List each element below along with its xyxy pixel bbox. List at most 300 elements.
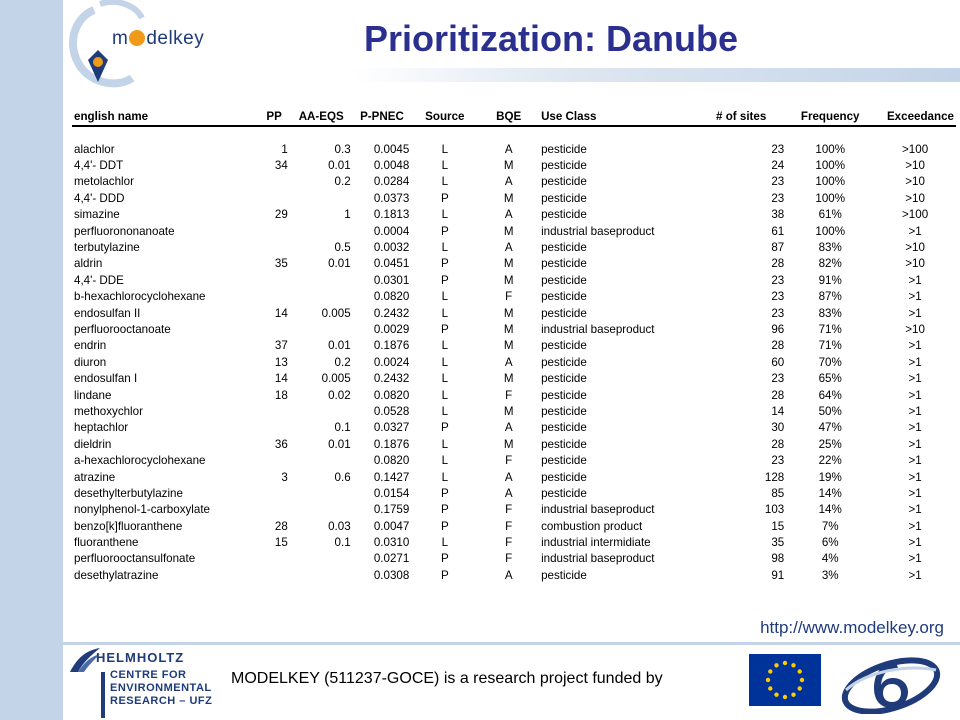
eu-flag-icon <box>749 654 821 706</box>
table-cell: P <box>440 552 449 566</box>
table-cell: 0.6 <box>334 470 351 484</box>
table-cell: pesticide <box>541 388 587 402</box>
table-cell: desethylatrazine <box>74 568 159 582</box>
table-row <box>72 305 956 321</box>
table-cell: 60 <box>771 355 785 369</box>
table-cell: M <box>503 306 514 320</box>
table-cell: 0.02 <box>328 388 351 402</box>
table-cell: 23 <box>771 175 785 189</box>
helmholtz-bar <box>101 672 105 718</box>
table-row <box>72 502 956 518</box>
table-cell: 34 <box>274 159 288 173</box>
table-cell: atrazine <box>74 470 116 484</box>
eu-star-icon <box>783 661 787 665</box>
table-cell: 14% <box>818 486 842 500</box>
table-cell: endosulfan II <box>74 306 141 320</box>
table-spacer-row <box>72 126 956 141</box>
table-row <box>72 354 956 370</box>
table-row <box>72 551 956 567</box>
table-cell: P <box>440 486 449 500</box>
table-cell: M <box>503 322 514 336</box>
table-cell: 82% <box>818 257 842 271</box>
table-cell: M <box>503 273 514 287</box>
table-cell: 4% <box>821 552 839 566</box>
table-cell: M <box>503 257 514 271</box>
table-cell: 65% <box>818 372 842 386</box>
table-cell <box>258 420 289 436</box>
table-cell: A <box>504 568 513 582</box>
table-cell: 0.005 <box>321 306 351 320</box>
table-cell: 36 <box>274 437 288 451</box>
table-cell: L <box>441 208 449 222</box>
table-cell: L <box>441 175 449 189</box>
table-cell: L <box>441 339 449 353</box>
table-cell: 0.0029 <box>373 322 410 336</box>
table-row <box>72 420 956 436</box>
table-row <box>72 403 956 419</box>
table-cell <box>290 403 353 419</box>
table-cell: >1 <box>908 437 922 451</box>
table-cell: 0.0820 <box>373 290 410 304</box>
table-cell: 14% <box>818 503 842 517</box>
table-row <box>72 239 956 255</box>
table-cell: 0.03 <box>328 519 351 533</box>
table-cell: 0.1759 <box>373 503 410 517</box>
table-cell: >1 <box>908 503 922 517</box>
table-cell: M <box>503 339 514 353</box>
table-cell: pesticide <box>541 241 587 255</box>
table-cell <box>290 190 353 206</box>
table-cell: L <box>441 404 449 418</box>
table-cell: aldrin <box>74 257 103 271</box>
table-cell: 0.0271 <box>373 552 410 566</box>
table-cell: M <box>503 372 514 386</box>
table-cell: methoxychlor <box>74 404 143 418</box>
table-cell: pesticide <box>541 470 587 484</box>
table-cell: 23 <box>771 372 785 386</box>
table-row <box>72 387 956 403</box>
table-cell: 3% <box>821 568 839 582</box>
table-cell: pesticide <box>541 257 587 271</box>
table-cell: 35 <box>274 257 288 271</box>
table-header-row <box>72 108 956 126</box>
table-cell: M <box>503 404 514 418</box>
table-cell: 71% <box>818 322 842 336</box>
table-cell: 83% <box>818 306 842 320</box>
table-cell: >1 <box>908 568 922 582</box>
table-cell: 14 <box>274 372 288 386</box>
table-row <box>72 338 956 354</box>
table-cell: 23 <box>771 290 785 304</box>
table-cell: 100% <box>815 175 846 189</box>
table-cell: nonylphenol-1-carboxylate <box>74 503 210 517</box>
table-cell: 50% <box>818 404 842 418</box>
table-cell: 128 <box>764 470 785 484</box>
table-cell: 24 <box>771 159 785 173</box>
table-cell: pesticide <box>541 142 587 156</box>
table-cell: 25% <box>818 437 842 451</box>
table-cell: 0.0047 <box>373 519 410 533</box>
table-cell: A <box>504 486 513 500</box>
table-cell: 98 <box>771 552 785 566</box>
table-cell: 13 <box>274 355 288 369</box>
table-cell <box>258 321 289 337</box>
table-cell: 0.1 <box>334 421 351 435</box>
table-cell: 0.0310 <box>373 536 410 550</box>
table-cell: benzo[k]fluoranthene <box>74 519 183 533</box>
table-cell: diuron <box>74 355 107 369</box>
table-cell: 85 <box>771 486 785 500</box>
table-cell: F <box>505 454 513 468</box>
table-cell: 47% <box>818 421 842 435</box>
table-cell: 23 <box>771 454 785 468</box>
table-cell: 28 <box>771 257 785 271</box>
table-row <box>72 469 956 485</box>
column-header: P-PNEC <box>353 108 412 126</box>
table-cell: L <box>441 290 449 304</box>
table-cell: 91% <box>818 273 842 287</box>
table-cell: 61% <box>818 208 842 222</box>
table-cell <box>258 223 289 239</box>
table-cell: 18 <box>274 388 288 402</box>
table-cell: heptachlor <box>74 421 129 435</box>
table-cell: >1 <box>908 355 922 369</box>
table-cell: 1 <box>281 142 288 156</box>
page-title: Prioritization: Danube <box>364 18 739 59</box>
table-cell: 0.5 <box>334 241 351 255</box>
table-cell: industrial baseproduct <box>541 322 655 336</box>
table-cell: P <box>440 503 449 517</box>
table-cell: 0.0820 <box>373 454 410 468</box>
eu-star-icon <box>768 686 772 690</box>
table-cell: 0.0327 <box>373 421 410 435</box>
table-cell: >1 <box>908 273 922 287</box>
table-cell: L <box>441 306 449 320</box>
table-cell: 103 <box>764 503 785 517</box>
table-cell: perfluorononanoate <box>74 224 175 238</box>
table-row <box>72 452 956 468</box>
title-underline-bar <box>352 68 960 82</box>
table-cell <box>258 174 289 190</box>
table-cell: F <box>505 536 513 550</box>
table-cell: pesticide <box>541 159 587 173</box>
table-cell: pesticide <box>541 404 587 418</box>
eu-star-icon <box>774 693 778 697</box>
table-cell: 0.0024 <box>373 355 410 369</box>
helmholtz-subtitle: CENTRE FOR ENVIRONMENTAL RESEARCH – UFZ <box>110 669 213 707</box>
left-accent-stripe <box>0 0 63 720</box>
table-cell: L <box>441 142 449 156</box>
table-cell: 0.0154 <box>373 486 410 500</box>
table-cell: >10 <box>905 322 925 336</box>
table-cell <box>258 485 289 501</box>
table-cell: 4,4'- DDD <box>74 191 125 205</box>
table-cell: 1 <box>344 208 351 222</box>
table-cell: >1 <box>908 306 922 320</box>
table-cell: F <box>505 290 513 304</box>
fp6-logo-icon <box>836 650 946 714</box>
table-cell: 0.0045 <box>373 142 410 156</box>
table-cell: L <box>441 388 449 402</box>
table-cell: 0.0308 <box>373 568 410 582</box>
table-cell: >1 <box>908 519 922 533</box>
table-cell: pesticide <box>541 290 587 304</box>
table-cell: >10 <box>905 257 925 271</box>
modelkey-logo-text: m delkey <box>112 28 205 49</box>
table-cell: L <box>441 372 449 386</box>
table-cell: a-hexachlorocyclohexane <box>74 454 206 468</box>
table-cell: 0.2 <box>334 355 351 369</box>
table-cell: 71% <box>818 339 842 353</box>
table-cell: 96 <box>771 322 785 336</box>
table-cell <box>290 272 353 288</box>
eu-star-icon <box>800 678 804 682</box>
table-row <box>72 370 956 386</box>
table-cell: 0.0301 <box>373 273 410 287</box>
column-header: english name <box>72 108 258 126</box>
table-cell: 0.01 <box>328 257 351 271</box>
table-cell: P <box>440 322 449 336</box>
table-cell: 0.2432 <box>373 372 410 386</box>
table-row <box>72 518 956 534</box>
table-row <box>72 157 956 173</box>
column-header: Source <box>411 108 478 126</box>
table-cell <box>258 272 289 288</box>
table-cell: 0.01 <box>328 437 351 451</box>
table-cell: P <box>440 191 449 205</box>
table-cell: 0.0032 <box>373 241 410 255</box>
table-cell: >100 <box>902 208 929 222</box>
table-cell: pesticide <box>541 191 587 205</box>
table-cell <box>258 403 289 419</box>
table-cell <box>290 502 353 518</box>
table-row <box>72 207 956 223</box>
table-cell: P <box>440 568 449 582</box>
table-cell: pesticide <box>541 306 587 320</box>
table-cell: L <box>441 470 449 484</box>
table-cell: 30 <box>771 421 785 435</box>
table-cell: 35 <box>771 536 785 550</box>
table-cell: P <box>440 257 449 271</box>
table-cell: 0.0284 <box>373 175 410 189</box>
table-cell <box>290 551 353 567</box>
eu-star-icon <box>783 695 787 699</box>
table-cell: A <box>504 355 513 369</box>
table-cell: alachlor <box>74 142 115 156</box>
column-header: Use Class <box>539 108 696 126</box>
table-cell: 70% <box>818 355 842 369</box>
table-row <box>72 223 956 239</box>
table-cell: pesticide <box>541 454 587 468</box>
table-cell: 22% <box>818 454 842 468</box>
eu-star-icon <box>798 686 802 690</box>
table-cell: pesticide <box>541 372 587 386</box>
column-header: PP <box>258 108 289 126</box>
table-cell: 0.3 <box>334 142 351 156</box>
table-cell: L <box>441 454 449 468</box>
website-link[interactable]: http://www.modelkey.org <box>760 618 944 637</box>
table-cell: M <box>503 159 514 173</box>
column-header: AA-EQS <box>290 108 353 126</box>
table-cell: >1 <box>908 224 922 238</box>
table-cell: pesticide <box>541 273 587 287</box>
table-cell: A <box>504 175 513 189</box>
column-header: Frequency <box>786 108 874 126</box>
table-cell: 23 <box>771 273 785 287</box>
table-cell: 91 <box>771 568 785 582</box>
table-cell: 19% <box>818 470 842 484</box>
table-cell: 64% <box>818 388 842 402</box>
table-cell: 15 <box>274 536 288 550</box>
table-cell: endrin <box>74 339 107 353</box>
table-cell: >1 <box>908 552 922 566</box>
table-cell: 0.0528 <box>373 404 410 418</box>
table-cell: >1 <box>908 470 922 484</box>
table-cell: dieldrin <box>74 437 112 451</box>
table-cell <box>258 190 289 206</box>
eu-star-icon <box>774 663 778 667</box>
footer-divider <box>63 642 960 645</box>
prioritization-table <box>72 108 956 584</box>
table-cell: pesticide <box>541 175 587 189</box>
table-cell <box>290 452 353 468</box>
table-row <box>72 174 956 190</box>
table-cell: 0.1876 <box>373 437 410 451</box>
table-cell: 7% <box>821 519 839 533</box>
helmholtz-name: HELMHOLTZ <box>96 650 185 665</box>
table-cell: 14 <box>771 404 785 418</box>
table-cell: 0.0451 <box>373 257 410 271</box>
table-row <box>72 436 956 452</box>
table-cell <box>290 567 353 583</box>
table-cell: 28 <box>771 437 785 451</box>
table-cell: P <box>440 273 449 287</box>
table-cell: 100% <box>815 224 846 238</box>
table-cell: 0.01 <box>328 339 351 353</box>
table-cell: >10 <box>905 191 925 205</box>
table-cell: pesticide <box>541 421 587 435</box>
table-cell: endosulfan I <box>74 372 138 386</box>
table-cell: 4,4'- DDT <box>74 159 124 173</box>
table-cell: 0.0820 <box>373 388 410 402</box>
column-header: # of sites <box>696 108 786 126</box>
table-cell <box>258 567 289 583</box>
table-cell: >10 <box>905 175 925 189</box>
table-cell: 14 <box>274 306 288 320</box>
table-cell: M <box>503 437 514 451</box>
table-cell: desethylterbutylazine <box>74 486 183 500</box>
table-cell: 0.1427 <box>373 470 410 484</box>
table-cell: >1 <box>908 372 922 386</box>
table-cell: 83% <box>818 241 842 255</box>
table-cell: pesticide <box>541 437 587 451</box>
table-cell: industrial baseproduct <box>541 503 655 517</box>
table-cell: lindane <box>74 388 112 402</box>
table-cell: 3 <box>281 470 288 484</box>
table-cell: 28 <box>771 339 785 353</box>
table-cell: 0.0048 <box>373 159 410 173</box>
table-cell: M <box>503 224 514 238</box>
table-row <box>72 190 956 206</box>
table-cell: pesticide <box>541 339 587 353</box>
table-cell: L <box>441 536 449 550</box>
table-cell: 87 <box>771 241 785 255</box>
table-row <box>72 272 956 288</box>
table-cell: 100% <box>815 159 846 173</box>
table-cell: >10 <box>905 159 925 173</box>
table-cell: 61 <box>771 224 785 238</box>
table-cell: >1 <box>908 454 922 468</box>
table-cell: P <box>440 421 449 435</box>
table-cell <box>258 239 289 255</box>
table-cell <box>290 289 353 305</box>
table-cell: 0.2432 <box>373 306 410 320</box>
table-cell: 28 <box>771 388 785 402</box>
table-cell: perfluorooctansulfonate <box>74 552 196 566</box>
table-cell <box>258 452 289 468</box>
table-cell: 87% <box>818 290 842 304</box>
table-cell: A <box>504 470 513 484</box>
table-cell: 0.01 <box>328 159 351 173</box>
funding-statement: MODELKEY (511237-GOCE) is a research project funded by <box>231 670 663 687</box>
table-cell: 0.1 <box>334 536 351 550</box>
table-body <box>72 126 956 584</box>
column-header: BQE <box>478 108 539 126</box>
table-cell: >1 <box>908 536 922 550</box>
table-cell: 0.1876 <box>373 339 410 353</box>
table-cell <box>258 289 289 305</box>
table-cell: pesticide <box>541 486 587 500</box>
table-cell: A <box>504 241 513 255</box>
table-cell: b-hexachlorocyclohexane <box>74 290 206 304</box>
table-row <box>72 321 956 337</box>
table-cell: 37 <box>274 339 288 353</box>
table-cell: 100% <box>815 142 846 156</box>
table-cell: 23 <box>771 306 785 320</box>
table-cell: >1 <box>908 486 922 500</box>
table-cell: >1 <box>908 404 922 418</box>
table-cell: M <box>503 191 514 205</box>
table-row <box>72 567 956 583</box>
table-cell: 0.0004 <box>373 224 410 238</box>
table-cell: >1 <box>908 388 922 402</box>
eu-star-icon <box>768 669 772 673</box>
table-cell: P <box>440 224 449 238</box>
table-cell: F <box>505 388 513 402</box>
table-cell: L <box>441 437 449 451</box>
table-cell: A <box>504 208 513 222</box>
table-cell: terbutylazine <box>74 241 140 255</box>
table-cell: 0.005 <box>321 372 351 386</box>
column-header: Exceedance <box>874 108 956 126</box>
table-cell: 0.1813 <box>373 208 410 222</box>
table-cell <box>258 502 289 518</box>
table-cell: 29 <box>274 208 288 222</box>
eu-star-icon <box>791 693 795 697</box>
eu-star-icon <box>798 669 802 673</box>
table-row <box>72 256 956 272</box>
table-cell: 100% <box>815 191 846 205</box>
table-row <box>72 534 956 550</box>
table-cell: simazine <box>74 208 120 222</box>
table-cell <box>290 223 353 239</box>
table-cell: A <box>504 142 513 156</box>
table-cell: metolachlor <box>74 175 134 189</box>
table-cell: perfluorooctanoate <box>74 322 171 336</box>
table-row <box>72 141 956 157</box>
table-cell: pesticide <box>541 355 587 369</box>
table-row <box>72 485 956 501</box>
